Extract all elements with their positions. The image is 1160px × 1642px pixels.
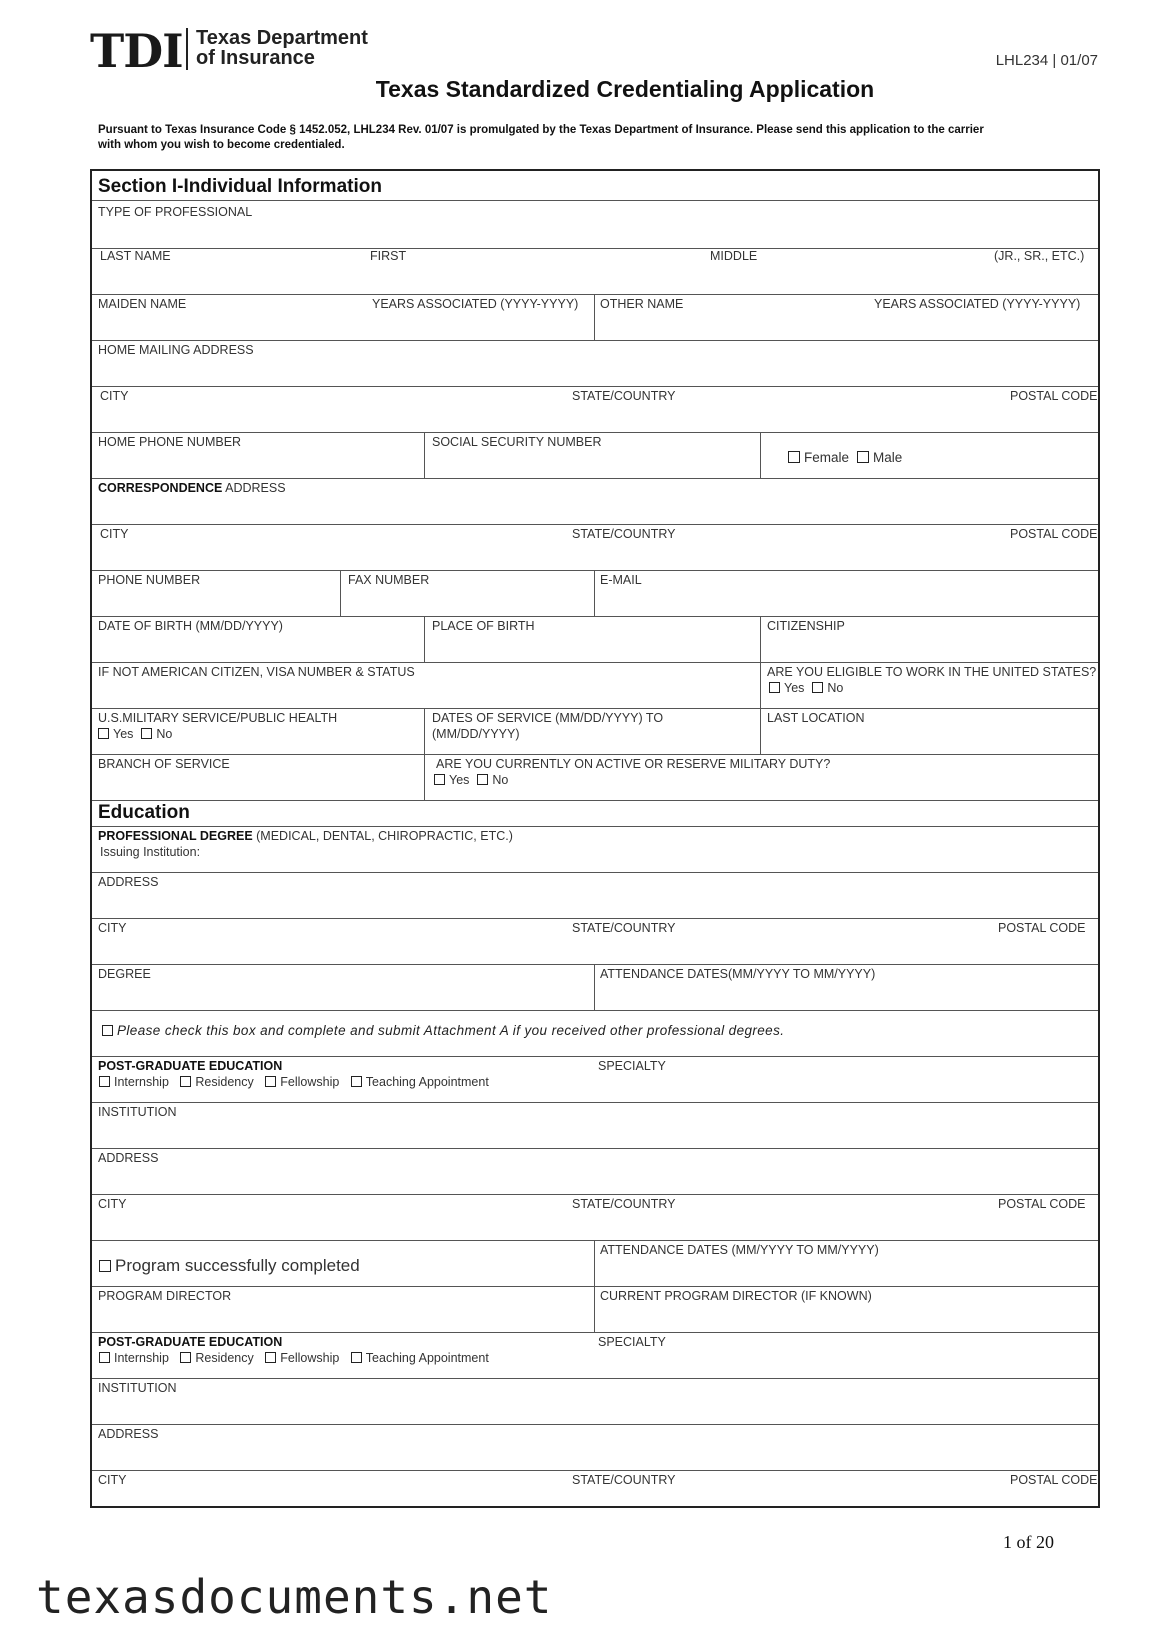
degree-label: DEGREE [98,967,151,981]
row-divider [92,826,1098,827]
correspondence-address-label [98,480,286,496]
org-name [196,28,368,68]
professional-degree-label [98,828,513,844]
col-divider [594,570,595,616]
row-divider [92,1332,1098,1333]
form-id: LHL234 | 01/07 [995,52,1098,69]
gender-options [788,450,902,466]
pg-city-label-2: CITY [98,1473,127,1487]
other-degrees-checkbox[interactable] [102,1025,113,1036]
col-divider [424,616,425,662]
row-divider [92,340,1098,341]
attendance-dates-label: ATTENDANCE DATES(MM/YYYY TO MM/YYYY) [600,967,876,981]
phone-number-label: PHONE NUMBER [98,573,201,587]
military-no-label: No [156,727,173,741]
male-checkbox[interactable] [857,451,869,463]
middle-name-label: MIDDLE [710,249,758,263]
dob-label: DATE OF BIRTH (MM/DD/YYYY) [98,619,283,633]
active-duty-options [434,772,508,788]
teaching-checkbox-2[interactable] [351,1352,362,1363]
program-director-label: PROGRAM DIRECTOR [98,1289,232,1303]
org-line2: of Insurance [196,47,315,69]
col-divider [760,708,761,754]
document-title: Texas Standardized Credentialing Application [375,76,875,102]
corr-state-country-label: STATE/COUNTRY [572,527,676,541]
years-associated-other-label: YEARS ASSOCIATED (YYYY-YYYY) [874,297,1081,311]
corr-postal-code-label: POSTAL CODE [1010,527,1098,541]
specialty-label-1: SPECIALTY [598,1059,666,1073]
postgrad-title-2: POST-GRADUATE EDUCATION [98,1335,283,1349]
teaching-label-1: Teaching Appointment [365,1075,489,1089]
row-divider [92,708,1098,709]
pg-city-label-1: CITY [98,1197,127,1211]
row-divider [92,964,1098,965]
row-divider [92,800,1098,801]
issuing-institution-label: Issuing Institution: [100,845,201,859]
male-label: Male [873,450,903,465]
program-completed-checkbox[interactable] [99,1260,111,1272]
row-divider [92,918,1098,919]
correspondence-bold: CORRESPONDENCE [98,481,223,495]
col-divider [760,616,761,662]
residency-label-2: Residency [195,1351,254,1365]
row-divider [92,1148,1098,1149]
specialty-label-2: SPECIALTY [598,1335,666,1349]
row-divider [92,200,1098,201]
active-duty-no-checkbox[interactable] [477,774,488,785]
row-divider [92,432,1098,433]
home-phone-label: HOME PHONE NUMBER [98,435,242,449]
row-divider [92,524,1098,525]
place-of-birth-label: PLACE OF BIRTH [432,619,535,633]
edu-postal-code-label: POSTAL CODE [998,921,1086,935]
military-label: U.S.MILITARY SERVICE/PUBLIC HEALTH [98,711,338,725]
maiden-name-label: MAIDEN NAME [98,297,187,311]
correspondence-rest: ADDRESS [222,481,286,495]
professional-degree-bold: PROFESSIONAL DEGREE [98,829,253,843]
active-duty-no-label: No [492,773,509,787]
row-divider [92,1378,1098,1379]
state-country-label: STATE/COUNTRY [572,389,676,403]
program-completed-label: Program successfully completed [115,1256,360,1275]
female-label: Female [804,450,850,465]
teaching-checkbox-1[interactable] [351,1076,362,1087]
active-duty-label: ARE YOU CURRENTLY ON ACTIVE OR RESERVE MILITARY DUTY? [436,757,831,771]
active-duty-yes-checkbox[interactable] [434,774,445,785]
program-completed-row [99,1256,360,1276]
pg-postal-code-label-2: POSTAL CODE [1010,1473,1098,1487]
row-divider [92,570,1098,571]
current-program-director-label: CURRENT PROGRAM DIRECTOR (IF KNOWN) [600,1289,872,1303]
email-label: E-MAIL [600,573,642,587]
col-divider [424,708,425,754]
military-yes-checkbox[interactable] [98,728,109,739]
row-divider [92,1056,1098,1057]
education-title: Education [98,802,190,823]
pg-address-label-2: ADDRESS [98,1427,159,1441]
row-divider [92,1010,1098,1011]
dates-of-service-label-2: (MM/DD/YYYY) [432,727,520,741]
visa-label: IF NOT AMERICAN CITIZEN, VISA NUMBER & STATUS [98,665,415,679]
row-divider [92,1102,1098,1103]
row-divider [92,386,1098,387]
row-divider [92,1194,1098,1195]
org-line1: Texas Department [196,27,368,49]
female-checkbox[interactable] [788,451,800,463]
suffix-label: (JR., SR., ETC.) [994,249,1085,263]
row-divider [92,1286,1098,1287]
city-label: CITY [100,389,129,403]
row-divider [92,754,1098,755]
residency-checkbox-2[interactable] [180,1352,191,1363]
internship-checkbox-2[interactable] [99,1352,110,1363]
professional-degree-rest: (MEDICAL, DENTAL, CHIROPRACTIC, ETC.) [252,829,513,843]
watermark: texasdocuments.net [36,1570,553,1624]
internship-label-2: Internship [114,1351,169,1365]
postgrad-title-1: POST-GRADUATE EDUCATION [98,1059,283,1073]
last-location-label: LAST LOCATION [767,711,865,725]
other-degrees-row [102,1023,784,1039]
fellowship-checkbox-2[interactable] [265,1352,276,1363]
logo-divider [186,28,188,70]
fax-number-label: FAX NUMBER [348,573,430,587]
intro-text: Pursuant to Texas Insurance Code § 1452.052, LHL234 Rev. 01/07 is promulgated by the Texas Department of Insurance. Please send this application to the carrier with whom you wish to become credentialed. [98,124,984,151]
row-divider [92,248,1098,249]
col-divider [594,294,595,340]
col-divider [760,662,761,708]
institution-label-2: INSTITUTION [98,1381,177,1395]
row-divider [92,662,1098,663]
row-divider [92,294,1098,295]
type-of-professional-label: TYPE OF PROFESSIONAL [98,205,253,219]
citizenship-label: CITIZENSHIP [767,619,845,633]
eligible-no-checkbox[interactable] [812,682,823,693]
col-divider [424,432,425,478]
row-divider [92,616,1098,617]
branch-of-service-label: BRANCH OF SERVICE [98,757,230,771]
col-divider [594,1240,595,1332]
section-i-title: Section I-Individual Information [98,176,382,197]
military-options [98,726,172,742]
row-divider [92,1240,1098,1241]
fellowship-label-1: Fellowship [280,1075,340,1089]
row-divider [92,872,1098,873]
home-mailing-address-label: HOME MAILING ADDRESS [98,343,254,357]
pg-state-country-label-2: STATE/COUNTRY [572,1473,676,1487]
pg-postal-code-label-1: POSTAL CODE [998,1197,1086,1211]
row-divider [92,1470,1098,1471]
row-divider [92,478,1098,479]
edu-state-country-label: STATE/COUNTRY [572,921,676,935]
attendance-dates-label-2: ATTENDANCE DATES (MM/YYYY TO MM/YYYY) [600,1243,879,1257]
years-associated-label: YEARS ASSOCIATED (YYYY-YYYY) [372,297,579,311]
postgrad-options-1 [99,1074,489,1090]
eligible-work-options [769,680,843,696]
postgrad-options-2 [99,1350,489,1366]
teaching-label-2: Teaching Appointment [365,1351,489,1365]
eligible-no-label: No [827,681,844,695]
edu-address-label: ADDRESS [98,875,159,889]
col-divider [760,432,761,478]
dates-of-service-label: DATES OF SERVICE (MM/DD/YYYY) TO [432,711,664,725]
residency-label-1: Residency [195,1075,254,1089]
last-name-label: LAST NAME [100,249,171,263]
military-no-checkbox[interactable] [141,728,152,739]
col-divider [424,754,425,800]
col-divider [340,570,341,616]
other-name-label: OTHER NAME [600,297,684,311]
fellowship-label-2: Fellowship [280,1351,340,1365]
pg-address-label-1: ADDRESS [98,1151,159,1165]
eligible-work-label: ARE YOU ELIGIBLE TO WORK IN THE UNITED STATES? [767,665,1097,679]
page-number: 1 of 20 [1003,1532,1054,1552]
first-name-label: FIRST [370,249,407,263]
eligible-yes-checkbox[interactable] [769,682,780,693]
tdi-logo: TDI [90,24,183,78]
internship-checkbox-1[interactable] [99,1076,110,1087]
eligible-yes-label: Yes [784,681,805,695]
col-divider [594,964,595,1010]
other-degrees-note: Please check this box and complete and submit Attachment A if you received other professional degrees. [117,1023,785,1038]
institution-label-1: INSTITUTION [98,1105,177,1119]
internship-label-1: Internship [114,1075,169,1089]
military-yes-label: Yes [113,727,134,741]
fellowship-checkbox-1[interactable] [265,1076,276,1087]
corr-city-label: CITY [100,527,129,541]
edu-city-label: CITY [98,921,127,935]
pg-state-country-label-1: STATE/COUNTRY [572,1197,676,1211]
postal-code-label: POSTAL CODE [1010,389,1098,403]
residency-checkbox-1[interactable] [180,1076,191,1087]
row-divider [92,1424,1098,1425]
ssn-label: SOCIAL SECURITY NUMBER [432,435,602,449]
active-duty-yes-label: Yes [449,773,470,787]
